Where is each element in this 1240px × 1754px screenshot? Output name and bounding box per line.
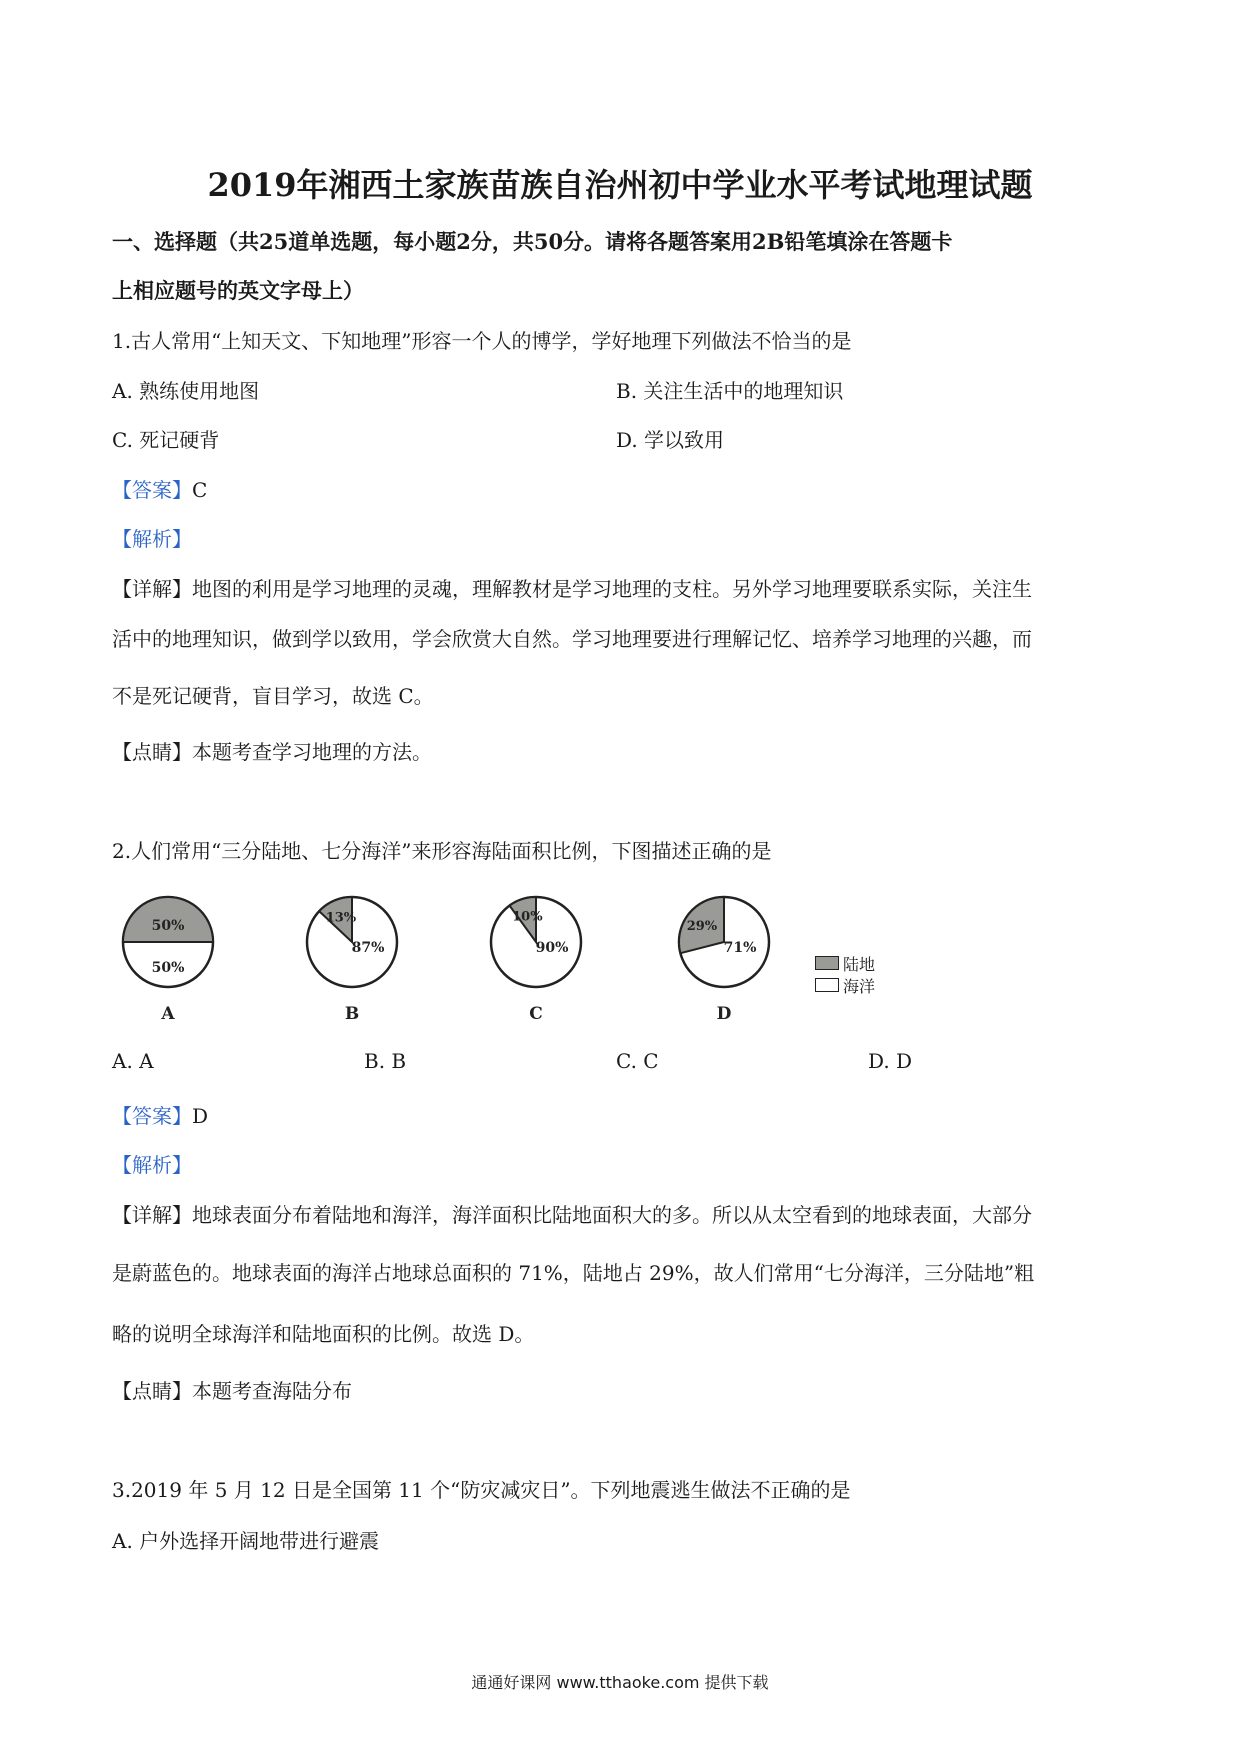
q2-option-c: C. C bbox=[616, 1049, 659, 1073]
q1-answer bbox=[112, 474, 207, 503]
detail-text: 地球表面分布着陆地和海洋，海洋面积比陆地面积大的多。所以从太空看到的地球表面，大部分 bbox=[192, 1203, 1032, 1227]
q2-detail-line1 bbox=[112, 1199, 1032, 1228]
note-text: 本题考查海陆分布 bbox=[192, 1379, 352, 1403]
q2-detail-line3: 略的说明全球海洋和陆地面积的比例。故选 D。 bbox=[112, 1322, 535, 1346]
q1-option-d: D. 学以致用 bbox=[616, 428, 725, 452]
legend-ocean bbox=[815, 974, 875, 996]
q1-option-c: C. 死记硬背 bbox=[112, 428, 220, 452]
answer-tag: 【答案】 bbox=[112, 478, 192, 502]
pie-B bbox=[307, 897, 397, 1024]
legend-land bbox=[815, 952, 875, 974]
land-ocean-pie-figure bbox=[100, 880, 820, 1030]
land-label: 50% bbox=[151, 918, 185, 934]
pie-letter: C bbox=[529, 1004, 543, 1024]
q2-stem: 2.人们常用“三分陆地、七分海洋”来形容海陆面积比例，下图描述正确的是 bbox=[112, 839, 772, 863]
pie-A bbox=[123, 897, 213, 1024]
answer-value: D bbox=[192, 1104, 209, 1128]
q3-option-a: A. 户外选择开阔地带进行避震 bbox=[112, 1529, 380, 1553]
q2-note bbox=[112, 1375, 352, 1404]
ocean-label: 71% bbox=[723, 940, 757, 956]
legend-land-label: 陆地 bbox=[843, 954, 876, 974]
q1-stem: 1.古人常用“上知天文、下知地理”形容一个人的博学，学好地理下列做法不恰当的是 bbox=[112, 329, 852, 353]
ocean-swatch bbox=[815, 978, 839, 992]
q1-option-b: B. 关注生活中的地理知识 bbox=[616, 379, 844, 403]
land-label: 10% bbox=[512, 909, 543, 925]
q1-detail-line2: 活中的地理知识，做到学以致用，学会欣赏大自然。学习地理要进行理解记忆、培养学习地理的兴趣，而 bbox=[112, 627, 1032, 651]
pie-C bbox=[491, 897, 581, 1024]
section-heading-line2: 上相应题号的英文字母上） bbox=[112, 278, 364, 303]
pie-letter: D bbox=[716, 1004, 732, 1024]
ocean-label: 90% bbox=[535, 940, 569, 956]
q2-option-a: A. A bbox=[112, 1049, 154, 1073]
land-label: 13% bbox=[325, 910, 357, 926]
detail-tag: 【详解】 bbox=[112, 1203, 192, 1227]
pie-letter: A bbox=[161, 1004, 175, 1024]
q2-answer bbox=[112, 1100, 208, 1129]
ocean-label: 87% bbox=[351, 940, 385, 956]
ocean-label: 50% bbox=[151, 960, 185, 976]
page-footer: 通通好课网 www.tthaoke.com 提供下载 bbox=[471, 1673, 769, 1692]
q1-note bbox=[112, 736, 432, 765]
q2-option-b: B. B bbox=[364, 1049, 407, 1073]
pie-D bbox=[679, 897, 769, 1024]
q2-analysis-tag: 【解析】 bbox=[112, 1153, 192, 1177]
land-label: 29% bbox=[686, 918, 718, 934]
note-text: 本题考查学习地理的方法。 bbox=[192, 740, 432, 764]
figure-legend bbox=[815, 952, 875, 996]
q1-detail-line3: 不是死记硬背，盲目学习，故选 C。 bbox=[112, 684, 434, 708]
q1-analysis-tag: 【解析】 bbox=[112, 527, 192, 551]
page-title: 2019年湘西土家族苗族自治州初中学业水平考试地理试题 bbox=[207, 166, 1033, 204]
land-swatch bbox=[815, 956, 839, 970]
q2-detail-line2: 是蔚蓝色的。地球表面的海洋占地球总面积的 71%，陆地占 29%，故人们常用“七分海洋，三分陆地”粗 bbox=[112, 1261, 1035, 1285]
detail-tag: 【详解】 bbox=[112, 577, 192, 601]
section-heading-line1: 一、选择题（共25道单选题，每小题2分，共50分。请将各题答案用2B铅笔填涂在答题卡 bbox=[112, 229, 953, 254]
q1-option-a: A. 熟练使用地图 bbox=[112, 379, 260, 403]
q3-stem: 3.2019 年 5 月 12 日是全国第 11 个“防灾减灾日”。下列地震逃生做法不正确的是 bbox=[112, 1478, 851, 1502]
q2-option-d: D. D bbox=[868, 1049, 913, 1073]
note-tag: 【点睛】 bbox=[112, 740, 192, 764]
detail-text: 地图的利用是学习地理的灵魂，理解教材是学习地理的支柱。另外学习地理要联系实际，关注生 bbox=[192, 577, 1032, 601]
legend-ocean-label: 海洋 bbox=[843, 976, 876, 996]
q1-detail-line1 bbox=[112, 573, 1032, 602]
answer-tag: 【答案】 bbox=[112, 1104, 192, 1128]
answer-value: C bbox=[192, 478, 208, 502]
note-tag: 【点睛】 bbox=[112, 1379, 192, 1403]
pie-letter: B bbox=[344, 1004, 360, 1024]
